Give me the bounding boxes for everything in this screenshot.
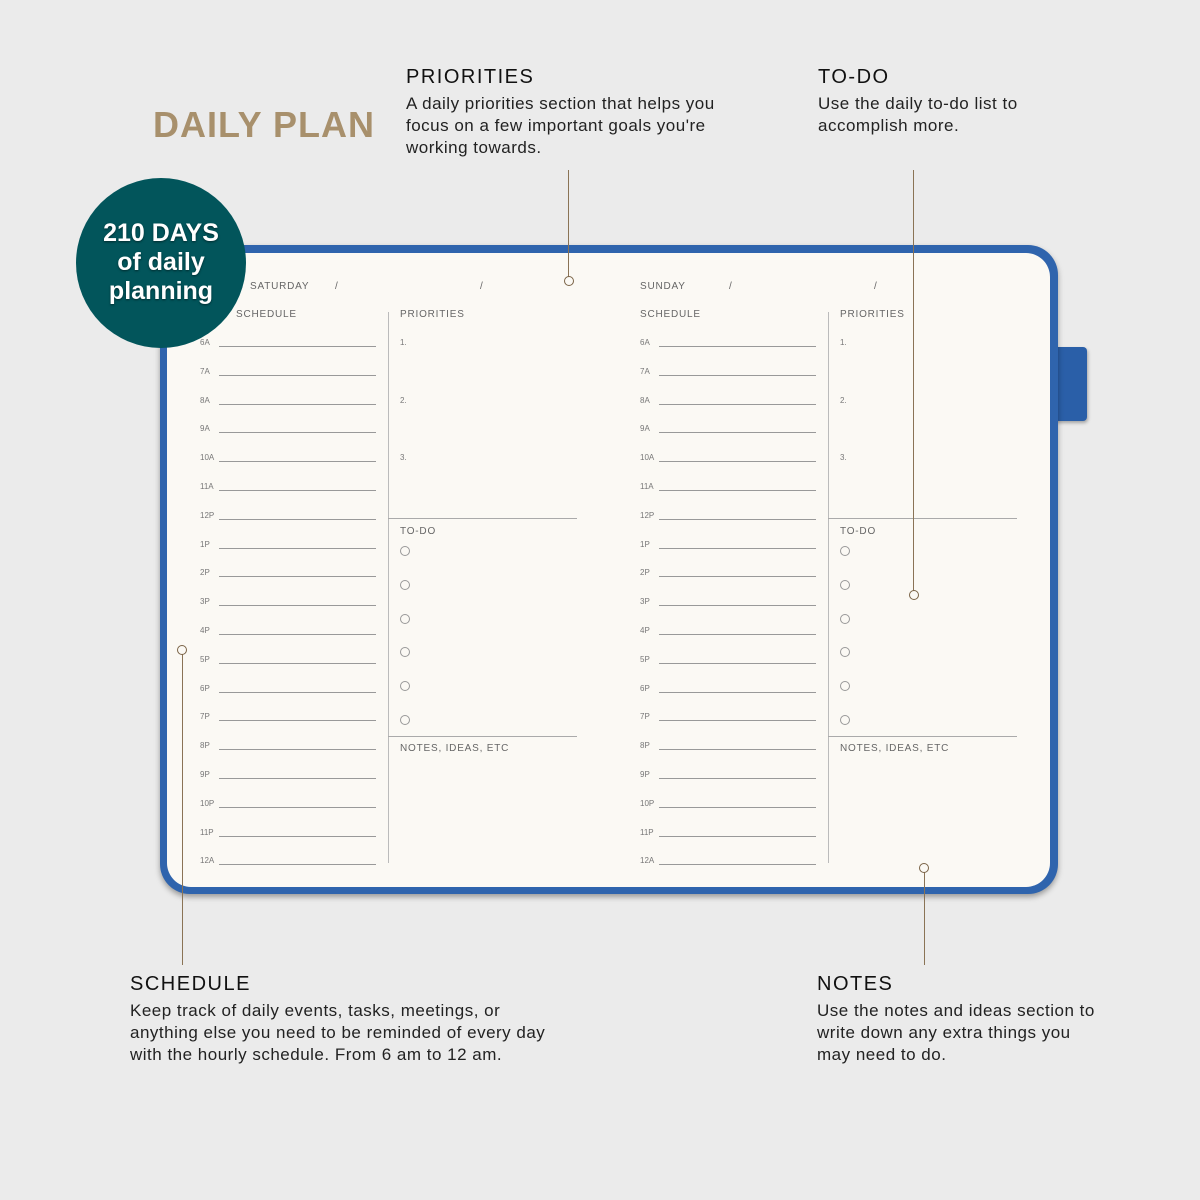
- section-divider: [828, 736, 1017, 737]
- page-title: DAILY PLAN: [153, 104, 376, 145]
- section-divider: [828, 518, 1017, 519]
- leader-line: [568, 170, 569, 280]
- hour-label: 7P: [640, 712, 650, 722]
- schedule-line[interactable]: [659, 432, 816, 433]
- priority-number: 1.: [400, 338, 407, 347]
- hour-label: 11A: [200, 482, 214, 491]
- hour-label: 10A: [640, 453, 655, 463]
- schedule-line[interactable]: [219, 375, 376, 376]
- todo-label: TO-DO: [400, 526, 437, 537]
- hour-label: 7A: [640, 366, 650, 376]
- schedule-line[interactable]: [659, 807, 816, 808]
- schedule-line[interactable]: [659, 778, 816, 779]
- schedule-line[interactable]: [219, 346, 376, 347]
- hour-label: 6A: [640, 338, 650, 347]
- todo-checkbox[interactable]: [840, 580, 850, 590]
- schedule-line[interactable]: [219, 548, 376, 549]
- todo-checkbox[interactable]: [400, 580, 410, 590]
- caption-todo: [818, 66, 1058, 137]
- schedule-line[interactable]: [219, 720, 376, 721]
- schedule-line[interactable]: [219, 634, 376, 635]
- schedule-line[interactable]: [659, 663, 816, 664]
- schedule-line[interactable]: [219, 576, 376, 577]
- hour-label: 8A: [640, 395, 650, 405]
- notebook-pages: [167, 253, 1050, 887]
- hour-label: 11P: [200, 827, 214, 837]
- day-label: SUNDAY: [640, 281, 686, 292]
- schedule-line[interactable]: [659, 749, 816, 750]
- caption-heading: SCHEDULE: [130, 973, 251, 995]
- section-divider: [388, 736, 577, 737]
- schedule-line[interactable]: [219, 404, 376, 405]
- hour-label: 2P: [640, 568, 650, 578]
- schedule-line[interactable]: [219, 807, 376, 808]
- schedule-line[interactable]: [219, 836, 376, 837]
- leader-line: [182, 652, 183, 965]
- hour-label: 9A: [640, 424, 650, 434]
- schedule-line[interactable]: [219, 749, 376, 750]
- caption-text: Use the daily to-do list to accomplish more.: [818, 94, 1018, 135]
- badge-line: of daily: [117, 248, 205, 276]
- hour-label: 9P: [640, 770, 650, 779]
- leader-dot: [919, 863, 929, 873]
- schedule-line[interactable]: [659, 634, 816, 635]
- todo-checkbox[interactable]: [840, 715, 850, 725]
- hour-label: 12P: [200, 510, 215, 520]
- priorities-label: PRIORITIES: [840, 309, 905, 320]
- priority-number: 3.: [840, 453, 847, 462]
- schedule-label: SCHEDULE: [236, 309, 297, 320]
- schedule-line[interactable]: [219, 692, 376, 693]
- schedule-line[interactable]: [219, 864, 376, 865]
- todo-checkbox[interactable]: [840, 614, 850, 624]
- leader-line: [913, 170, 914, 592]
- schedule-line[interactable]: [659, 605, 816, 606]
- hour-label: 8P: [640, 741, 650, 751]
- schedule-line[interactable]: [659, 720, 816, 721]
- column-divider: [828, 312, 829, 863]
- hour-label: 10P: [640, 798, 655, 808]
- hour-label: 12P: [640, 510, 655, 520]
- schedule-line[interactable]: [659, 461, 816, 462]
- notes-label: NOTES, IDEAS, ETC: [400, 743, 510, 754]
- priority-number: 2.: [400, 396, 407, 405]
- hour-label: 7A: [200, 366, 210, 376]
- leader-dot: [564, 276, 574, 286]
- hour-label: 6A: [200, 338, 210, 347]
- priorities-label: PRIORITIES: [400, 309, 465, 320]
- schedule-line[interactable]: [219, 778, 376, 779]
- leader-line: [924, 870, 925, 965]
- hour-label: 11P: [640, 827, 654, 837]
- hour-label: 2P: [200, 568, 210, 578]
- schedule-line[interactable]: [659, 490, 816, 491]
- leader-dot: [177, 645, 187, 655]
- todo-label: TO-DO: [840, 526, 877, 537]
- schedule-line[interactable]: [659, 375, 816, 376]
- schedule-line[interactable]: [659, 548, 816, 549]
- caption-notes: [817, 973, 1097, 1066]
- hour-label: 10P: [200, 798, 215, 808]
- schedule-line[interactable]: [659, 346, 816, 347]
- caption-schedule: [130, 973, 560, 1066]
- hour-label: 4P: [200, 626, 210, 635]
- schedule-line[interactable]: [659, 692, 816, 693]
- schedule-line[interactable]: [219, 432, 376, 433]
- caption-priorities: [406, 66, 716, 159]
- hour-label: 8P: [200, 741, 210, 751]
- hour-label: 8A: [200, 395, 210, 405]
- hour-label: 12A: [200, 856, 215, 866]
- hour-label: 3P: [200, 597, 210, 607]
- caption-heading: PRIORITIES: [406, 66, 535, 88]
- hour-label: 10A: [200, 453, 215, 463]
- hour-label: 1P: [640, 539, 650, 549]
- priority-number: 2.: [840, 396, 847, 405]
- days-badge: [76, 178, 246, 348]
- hour-label: 1P: [200, 539, 210, 549]
- badge-line: 210 DAYS: [103, 219, 219, 247]
- hour-label: 9P: [200, 770, 210, 779]
- hour-label: 5P: [200, 654, 210, 664]
- day-label: SATURDAY: [250, 281, 310, 292]
- schedule-line[interactable]: [659, 864, 816, 865]
- schedule-line[interactable]: [219, 490, 376, 491]
- caption-text: Use the notes and ideas section to write down any extra things you may need to do.: [817, 1001, 1095, 1064]
- column-divider: [388, 312, 389, 863]
- notes-label: NOTES, IDEAS, ETC: [840, 743, 950, 754]
- caption-heading: NOTES: [817, 973, 894, 995]
- schedule-line[interactable]: [219, 663, 376, 664]
- schedule-line[interactable]: [659, 576, 816, 577]
- hour-label: 5P: [640, 654, 650, 664]
- hour-label: 6P: [640, 683, 650, 693]
- schedule-line[interactable]: [659, 519, 816, 520]
- hour-label: 6P: [200, 683, 210, 693]
- schedule-line[interactable]: [659, 836, 816, 837]
- schedule-line[interactable]: [659, 404, 816, 405]
- hour-label: 7P: [200, 712, 210, 722]
- leader-dot: [909, 590, 919, 600]
- todo-checkbox[interactable]: [400, 546, 410, 556]
- date-field[interactable]: / /: [335, 281, 484, 292]
- priority-number: 1.: [840, 338, 847, 347]
- badge-line: planning: [108, 277, 214, 305]
- todo-checkbox[interactable]: [400, 614, 410, 624]
- priority-number: 3.: [400, 453, 407, 462]
- caption-text: Keep track of daily events, tasks, meetings, or anything else you need to be reminded of every day with the hourly schedule. From 6 am to 12 am.: [130, 1001, 546, 1064]
- hour-label: 9A: [200, 424, 210, 434]
- schedule-line[interactable]: [219, 519, 376, 520]
- hour-label: 4P: [640, 626, 650, 635]
- hour-label: 3P: [640, 597, 650, 607]
- hour-label: 12A: [640, 856, 655, 866]
- todo-checkbox[interactable]: [400, 715, 410, 725]
- hour-label: 11A: [640, 482, 654, 491]
- schedule-line[interactable]: [219, 605, 376, 606]
- date-field[interactable]: / /: [729, 281, 878, 292]
- schedule-line[interactable]: [219, 461, 376, 462]
- schedule-label: SCHEDULE: [640, 309, 701, 320]
- todo-checkbox[interactable]: [840, 546, 850, 556]
- section-divider: [388, 518, 577, 519]
- caption-text: A daily priorities section that helps you focus on a few important goals you're working towards.: [406, 94, 715, 157]
- caption-heading: TO-DO: [818, 66, 890, 88]
